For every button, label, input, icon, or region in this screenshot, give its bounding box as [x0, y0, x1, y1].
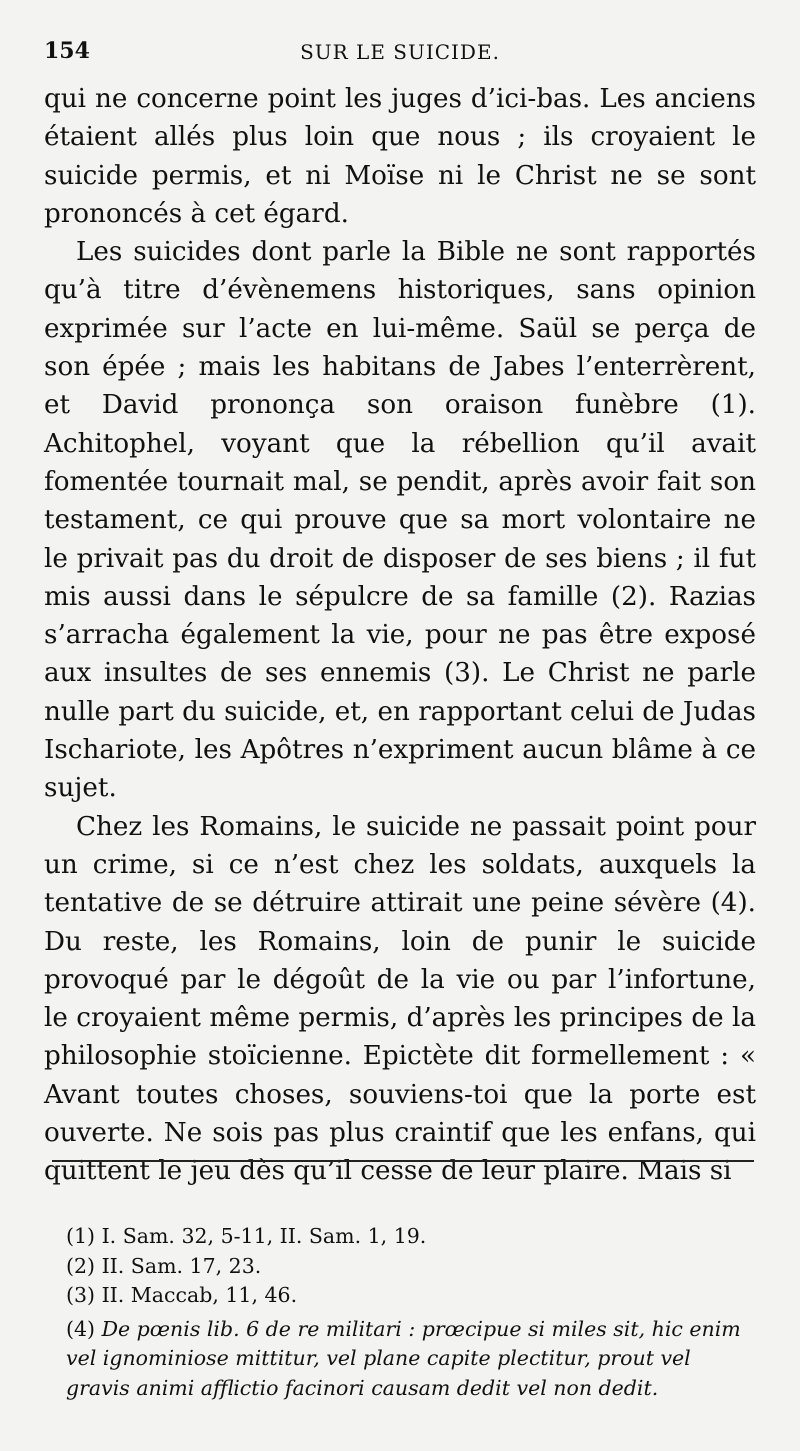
footnote-2-text: II. Sam. 17, 23.: [101, 1253, 262, 1278]
footnotes: [66, 1222, 756, 1403]
page-number: 154: [44, 38, 90, 64]
footnote-4: [66, 1315, 756, 1404]
page-header: [44, 38, 756, 74]
paragraph-2: Les suicides dont parle la Bible ne sont rapportés qu’à titre d’évènemens historiques, sans opinion exprimée sur l’acte en lui-même. Saül se perça de son épée ; mais les habitans de Jabes l’enterrèrent, et David prononça son oraison funèbre (1). Achitophel, voyant que la rébellion qu’il avait fomentée tournait mal, se pendit, après avoir fait son testament, ce qui prouve que sa mort volontaire ne le privait pas du droit de disposer de ses biens ; il fut mis aussi dans le sépulcre de sa famille (2). Razias s’arracha également la vie, pour ne pas être exposé aux insultes de ses ennemis (3). Le Christ ne parle nulle part du suicide, et, en rapportant celui de Judas Ischariote, les Apôtres n’expriment aucun blâme à ce sujet.: [44, 237, 756, 804]
footnote-2: [66, 1252, 756, 1282]
paragraph-1: qui ne concerne point les juges d’ici-bas. Les anciens étaient allés plus loin que nous ; ils croyaient le suicide permis, et ni Moïse ni le Christ ne se sont prononcés à cet égard.: [44, 84, 756, 229]
footnote-3-number: (3): [66, 1283, 96, 1307]
running-head: SUR LE SUICIDE.: [300, 40, 500, 64]
footnote-4-text: De pœnis lib. 6 de re militari : prœcipue si miles sit, hic enim vel ignominiose mittitur, vel plane capite plectitur, prout vel gravis animi afflictio facinori causam dedit vel non dedit.: [66, 1316, 741, 1400]
footnote-2-number: (2): [66, 1253, 96, 1278]
paragraph-3: Chez les Romains, le suicide ne passait point pour un crime, si ce n’est chez les soldats, auxquels la tentative de se détruire attirait une peine sévère (4). Du reste, les Romains, loin de punir le suicide provoqué par le dégoût de la vie ou par l’infortune, le croyaient même permis, d’après les principes de la philosophie stoïcienne. Epictète dit formellement : « Avant toutes choses, souviens-toi que la porte est ouverte. Ne sois pas plus craintif que les enfans, qui quittent le jeu dès qu’il cesse de leur plaire. Mais si: [44, 811, 756, 1187]
footnote-4-number: (4): [66, 1316, 96, 1341]
footnote-1: [66, 1222, 756, 1252]
footnote-3: [66, 1281, 756, 1311]
footnote-separator: [52, 1160, 754, 1162]
body-text: [44, 80, 756, 1191]
footnote-1-text: I. Sam. 32, 5-11, II. Sam. 1, 19.: [101, 1224, 427, 1248]
footnote-1-number: (1): [66, 1224, 96, 1248]
footnote-3-text: II. Maccab, 11, 46.: [101, 1283, 298, 1307]
